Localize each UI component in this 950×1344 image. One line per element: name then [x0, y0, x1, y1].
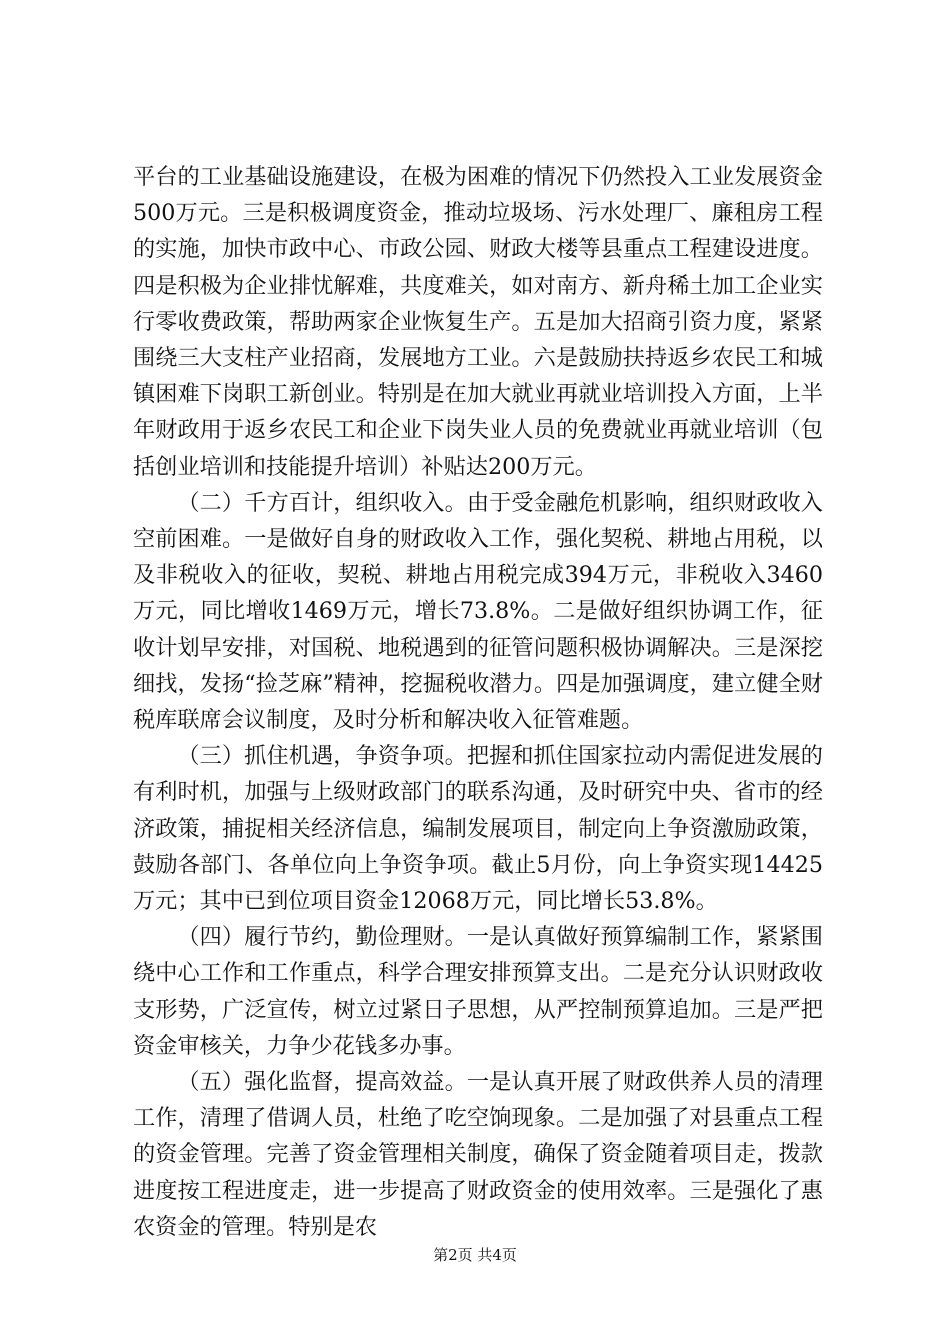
- paragraph-section-3: （三）抓住机遇，争资争项。把握和抓住国家拉动内需促进发展的有利时机，加强与上级财政部门的联系沟通，及时研究中央、省市的经济政策，捕捉相关经济信息，编制发展项目，制定向上争资激励政策，鼓励各部门、各单位向上争资争项。截止5月份，向上争资实现14425万元；其中已到位项目资金12068万元，同比增长53.8%。: [133, 743, 823, 915]
- page-number-footer: 第2页 共4页: [433, 1246, 517, 1264]
- paragraph-section-4: （四）履行节约，勤俭理财。一是认真做好预算编制工作，紧紧围绕中心工作和工作重点，科学合理安排预算支出。二是充分认识财政收支形势，广泛宣传，树立过紧日子思想，从严控制预算追加。三是严把资金审核关，力争少花钱多办事。: [133, 924, 823, 1059]
- paragraph-section-2: （二）千方百计，组织收入。由于受金融危机影响，组织财政收入空前困难。一是做好自身的财政收入工作，强化契税、耕地占用税，以及非税收入的征收，契税、耕地占用税完成394万元，非税收入3460万元，同比增收1469万元，增长73.8%。二是做好组织协调工作，征收计划早安排，对国税、地税遇到的征管问题积极协调解决。三是深挖细找，发扬“捡芝麻”精神，挖掘税收潜力。四是加强调度，建立健全财税库联席会议制度，及时分析和解决收入征管难题。: [133, 489, 823, 734]
- document-body: [133, 159, 823, 1245]
- paragraph-continuation: 平台的工业基础设施建设，在极为困难的情况下仍然投入工业发展资金500万元。三是积极调度资金，推动垃圾场、污水处理厂、廉租房工程的实施，加快市政中心、市政公园、财政大楼等县重点工程建设进度。四是积极为企业排忧解难，共度难关，如对南方、新舟稀土加工企业实行零收费政策，帮助两家企业恢复生产。五是加大招商引资力度，紧紧围绕三大支柱产业招商，发展地方工业。六是鼓励扶持返乡农民工和城镇困难下岗职工新创业。特别是在加大就业再就业培训投入方面，上半年财政用于返乡农民工和企业下岗失业人员的免费就业再就业培训（包括创业培训和技能提升培训）补贴达200万元。: [133, 164, 823, 480]
- paragraph-section-5: （五）强化监督，提高效益。一是认真开展了财政供养人员的清理工作，清理了借调人员，杜绝了吃空饷现象。二是加强了对县重点工程的资金管理。完善了资金管理相关制度，确保了资金随着项目走，拨款进度按工程进度走，进一步提高了财政资金的使用效率。三是强化了惠农资金的管理。特别是农: [133, 1069, 823, 1240]
